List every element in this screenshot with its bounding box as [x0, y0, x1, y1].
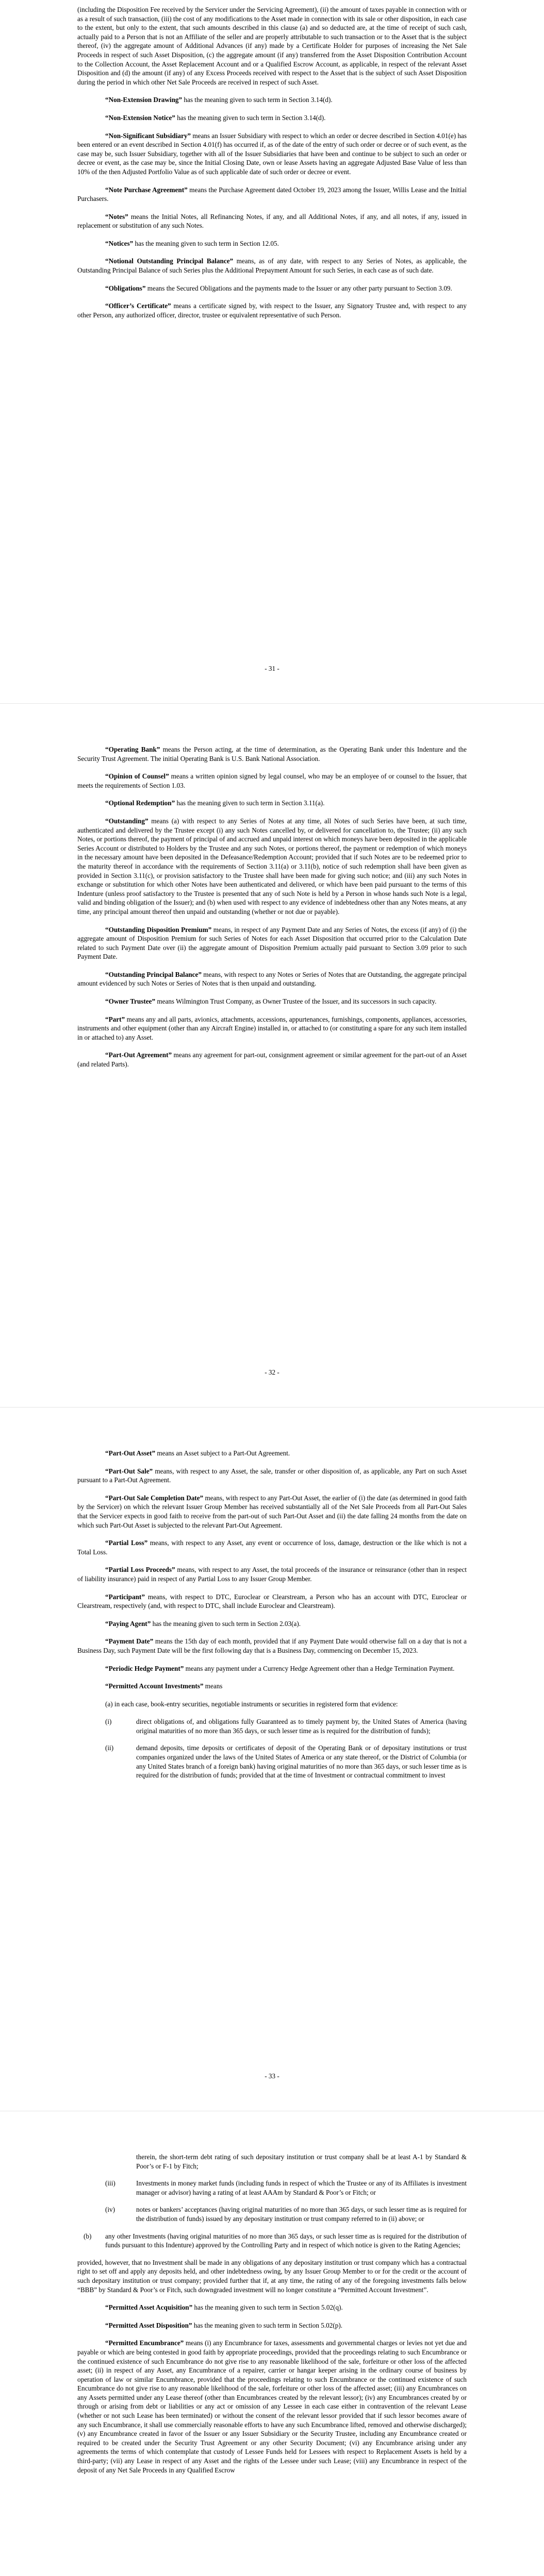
definition-part: “Part” means any and all parts, avionics, attachments, accessions, appurtenances, furnishings, components, appliances, accessories, instruments and other equipment (other than any Aircraft Engine) installed in, or attached to (or constituting a spare for any such item installed in or attached to) any Asset. — [77, 1015, 467, 1041]
definition-periodic-hedge-payment: “Periodic Hedge Payment” means any payment under a Currency Hedge Agreement other than a Hedge Termination Payment. — [105, 1664, 455, 1672]
sub-item-text: direct obligations of, and obligations fully Guaranteed as to timely payment by, the United States of America (having original maturities of no more than 365 days, or such lesser time as is required for the distribution of funds); — [136, 1718, 467, 1735]
definition-permitted-account-investments: “Permitted Account Investments” means — [105, 1682, 223, 1690]
page-number: - 33 - — [265, 2072, 279, 2080]
definition-part-out-sale-completion-date: “Part-Out Sale Completion Date” means, with respect to any Part-Out Asset, the earlier of (i) the date (as determined in good faith by the Servicer) on which the relevant Issuer Group Member has received substantially all of the Net Sale Proceeds from all Part-Out Sales that the Servicer expects in good faith to receive from the part-out of such Part-Out Asset and (ii) the date falling 24 months from the date on which such Part-Out Asset is subjected to the relevant Part-Out Agreement. — [77, 1494, 467, 1529]
sub-item-text: demand deposits, time deposits or certificates of deposit of the Operating Bank or of depositary institutions or trust companies organized under the laws of the United States of America or any state thereof, or the District of Columbia (or any United States branch of a foreign bank) having original maturities of no more than 365 days, or such lesser time as is required for the distribution of funds; provided that at the time of Investment or contractual commitment to invest — [136, 1744, 467, 1780]
sub-item — [105, 1717, 467, 1735]
sub-item — [105, 1743, 467, 1780]
definition-permitted-asset-acquisition: “Permitted Asset Acquisition” has the meaning given to such term in Section 5.02(q). — [105, 2303, 343, 2312]
sub-item-text: notes or bankers’ acceptances (having original maturities of no more than 365 days, or such lesser time as is required for the distribution of funds) issued by any depositary institution or trust company referred to in (ii) above; or — [136, 2206, 467, 2223]
definition-notices: “Notices” has the meaning given to such term in Section 12.05. — [105, 239, 279, 247]
definition-permitted-asset-disposition: “Permitted Asset Disposition” has the meaning given to such term in Section 5.02(p). — [105, 2321, 343, 2329]
definition-owner-trustee: “Owner Trustee” means Wilmington Trust Company, as Owner Trustee of the Issuer, and its successors in such capacity. — [105, 997, 437, 1006]
page-number: - 32 - — [265, 1368, 279, 1376]
page-34 — [0, 2111, 544, 2576]
sub-item-label: (iv) — [105, 2206, 116, 2214]
definition-outstanding-principal-balance: “Outstanding Principal Balance” means, with respect to any Notes or Series of Notes that are Outstanding, the aggregate principal amount evidenced by such Notes or Series of Notes that is then unpaid and outstanding. — [77, 970, 467, 988]
definition-paragraph: (including the Disposition Fee received by the Servicer under the Servicing Agreement), (ii) the amount of taxes payable in connection with or as a result of such transaction, (iii) the cost of any modifications to the Asset made in connection with its sale or other disposition, in each case to the extent, but only to the extent, that such amounts described in this clause (a) and so deducted are, at the time of receipt of such cash, actually paid to a Person that is not an Affiliate of the seller and are properly attributable to such transaction or to the Asset that is the subject thereof, (iv) the aggregate amount of Additional Advances (if any) made by a Certificate Holder for purposes of increasing the Net Sale Proceeds in respect of such Asset Disposition, (c) the aggregate amount (if any) transferred from the Asset Disposition Contribution Account to the Collection Account, the Asset Replacement Account and or a Qualified Escrow Account, as applicable, in respect of the relevant Asset Disposition and (d) the amount (if any) of any Excess Proceeds received with respect to the Asset that is the subject of such Asset Disposition during the period in which other Net Sale Proceeds are received in respect of such Asset. — [77, 6, 467, 86]
page-32 — [0, 704, 544, 1407]
page-34-body — [77, 2153, 467, 2483]
definition-partial-loss-proceeds: “Partial Loss Proceeds” means, with respect to any Asset, the total proceeds of the insurance or reinsurance (other than in respect of liability insurance) paid in respect of any Partial Loss to any Issuer Group Member. — [77, 1566, 467, 1583]
sub-item-label: (iii) — [105, 2179, 116, 2188]
page-33-body — [77, 1449, 467, 1788]
definition-operating-bank: “Operating Bank” means the Person acting, at the time of determination, as the Operating Bank under this Indenture and the Security Trust Agreement. The initial Operating Bank is U.S. Bank National Association. — [77, 745, 467, 762]
definition-notional-outstanding-principal-balance: “Notional Outstanding Principal Balance” means, as of any date, with respect to any Series of Notes, as applicable, the Outstanding Principal Balance of such Series plus the Additional Prepayment Amount for such Series, in each case as of such date. — [77, 257, 467, 275]
sub-item-label: (i) — [105, 1718, 112, 1726]
definition-notes: “Notes” means the Initial Notes, all Refinancing Notes, if any, and all Additional Notes, if any, and all notes, if any, issued in replacement or substitution of any such Notes. — [77, 212, 467, 230]
clause-b — [77, 2232, 467, 2250]
definition-part-out-sale: “Part-Out Sale” means, with respect to any Asset, the sale, transfer or other disposition of, as applicable, any Part on such Asset pursuant to a Part-Out Agreement. — [77, 1467, 467, 1484]
clause-b-text: any other Investments (having original maturities of no more than 365 days, or such lesser time as is required for the distribution of funds pursuant to this Indenture) approved by the Controlling Party and in respect of which notice is given to the Rating Agencies; — [105, 2232, 467, 2249]
definition-paying-agent: “Paying Agent” has the meaning given to such term in Section 2.03(a). — [105, 1619, 301, 1628]
definition-non-extension-notice: “Non-Extension Notice” has the meaning given to such term in Section 3.14(d). — [105, 113, 326, 122]
page-31 — [0, 0, 544, 703]
clause-a: (a) in each case, book-entry securities, negotiable instruments or securities in registered form that evidence: — [105, 1700, 398, 1708]
definition-outstanding-disposition-premium: “Outstanding Disposition Premium” means, in respect of any Payment Date and any Series of Notes, the excess (if any) of (i) the aggregate amount of Disposition Premium for such Series of Notes for each Asset Disposition that occurred prior to the Calculation Date related to such Payment Date over (ii) the aggregate amount of Disposition Premium actually paid pursuant to Section 3.09 prior to such Payment Date. — [77, 925, 467, 961]
definition-part-out-asset: “Part-Out Asset” means an Asset subject to a Part-Out Agreement. — [105, 1449, 290, 1457]
sub-item-label: (ii) — [105, 1744, 114, 1752]
page-33 — [0, 1408, 544, 2111]
definition-opinion-of-counsel: “Opinion of Counsel” means a written opinion signed by legal counsel, who may be an employee of or counsel to the Issuer, that meets the requirements of Section 1.03. — [77, 772, 467, 789]
page-number: - 31 - — [265, 665, 279, 672]
definition-non-significant-subsidiary: “Non-Significant Subsidiary” means an Issuer Subsidiary with respect to which an order or decree described in Section 4.01(e) has been entered or an event described in Section 4.01(f) has occurred if, as of the date of the entry of such order or decree or of such event, as the case may be, such Issuer Subsidiary, together with all of the Issuer Subsidiaries that have been and continue to be subject to such an order or decree or event, as the case may be, since the Initial Closing Date, own or lease Assets having an aggregate Adjusted Base Value of less than 10% of the then Adjusted Portfolio Value as of such applicable date of such order or decree or event. — [77, 131, 467, 176]
clause-b-label: (b) — [84, 2232, 92, 2240]
sub-item — [105, 2205, 467, 2223]
definition-payment-date: “Payment Date” means the 15th day of each month, provided that if any Payment Date would otherwise fall on a day that is not a Business Day, such Payment Date will be the first following day that is a Business Day, commencing on December 15, 2023. — [77, 1637, 467, 1654]
page-31-body — [77, 5, 467, 328]
definition-outstanding: “Outstanding” means (a) with respect to any Series of Notes at any time, all Notes of such Series have been, at such time, authenticated and delivered by the Trustee except (i) any such Notes cancelled by, or delivered for cancellation to, the Trustee; (ii) any such Notes, or portions thereof, the payment of principal of and accrued and unpaid interest on which moneys have been deposited in the applicable Series Account or distributed to Holders by the Trustee and any such Notes, or portions thereof, the payment or redemption of which moneys in the necessary amount have been deposited in the Defeasance/Redemption Account; provided that if such Notes are to be redeemed prior to the maturity thereof in accordance with the requirements of Section 3.11(a) or 3.11(b), notice of such redemption shall have been given as provided in Section 3.11(c), or provision satisfactory to the Trustee shall have been made for giving such notice; and (iii) any such Notes in exchange or substitution for which other Notes have been authenticated and delivered, or which have been paid pursuant to the terms of this Indenture (unless proof satisfactory to the Trustee is presented that any of such Note is held by a Person in whose hands such Note is a legal, valid and binding obligation of the Issuer); and (b) when used with respect to any evidence of indebtedness other than any Notes means, at any time, any principal amount thereof then unpaid and outstanding (whether or not due or payable). — [77, 817, 467, 916]
definition-note-purchase-agreement: “Note Purchase Agreement” means the Purchase Agreement dated October 19, 2023 among the Issuer, Willis Lease and the Initial Purchasers. — [77, 185, 467, 203]
definition-non-extension-drawing: “Non-Extension Drawing” has the meaning given to such term in Section 3.14(d). — [105, 96, 333, 104]
definition-part-out-agreement: “Part-Out Agreement” means any agreement for part-out, consignment agreement or similar agreement for the part-out of an Asset (and related Parts). — [77, 1051, 467, 1069]
definition-permitted-encumbrance: “Permitted Encumbrance” means (i) any Encumbrance for taxes, assessments and governmental charges or levies not yet due and payable or which are being contested in good faith by appropriate proceedings, provided that the proceedings relating to such Encumbrance or the continued existence of such Encumbrance do not give rise to any reasonable likelihood of the sale, forfeiture or other loss of the affected asset; (ii) in respect of any Asset, any Encumbrance of a repairer, carrier or hangar keeper arising in the ordinary course of business by operation of law or similar Encumbrance, provided that the proceedings relating to such Encumbrance or the continued existence of such Encumbrance do not give rise to any reasonable likelihood of the sale, forfeiture or other loss of the affected asset; (iii) any Encumbrances on any Assets permitted under any Lease thereof (other than Encumbrances created by the relevant lessor); (iv) any Encumbrances created by or through or arising from debt or liabilities or any act or omission of any Lessee in each case either in contravention of the relevant Lease (whether or not such Lease has been terminated) or without the consent of the relevant lessor provided that if such lessor becomes aware of any such Encumbrance, it shall use commercially reasonable efforts to have any such Encumbrance lifted, removed and otherwise discharged); (v) any Encumbrance created in favor of the Issuer or any Issuer Subsidiary or the Security Trustee, including any Encumbrance created or required to be created under the Security Trust Agreement or any other Security Document; (vi) any Encumbrance arising under any agreements the terms of which contemplate that custody of Lessee Funds held for Lessees with respect to Replacement Assets is held by a third-party; (vii) any Lease in respect of any Asset and the rights of the Lessee under such Lease; (viii) any Encumbrance in respect of the deposit of any Net Sale Proceeds in any Qualified Escrow — [77, 2339, 467, 2474]
page-32-body — [77, 745, 467, 1078]
sub-item-text: Investments in money market funds (including funds in respect of which the Trustee or any of its Affiliates is investment manager or advisor) having a rating of at least AAAm by Standard & Poor’s or Fitch; or — [136, 2179, 467, 2196]
definition-optional-redemption: “Optional Redemption” has the meaning given to such term in Section 3.11(a). — [105, 799, 325, 807]
definition-partial-loss: “Partial Loss” means, with respect to any Asset, any event or occurrence of loss, damage, destruction or the like which is not a Total Loss. — [77, 1539, 467, 1556]
sub-item-continuation: therein, the short-term debt rating of such depositary institution or trust company shall be at least A-1 by Standard & Poor’s or F-1 by Fitch; — [136, 2153, 467, 2170]
definition-participant: “Participant” means, with respect to DTC, Euroclear or Clearstream, a Person who has an account with DTC, Euroclear or Clearstream, respectively (and, with respect to DTC, shall include Euroclear and Clearstream). — [77, 1592, 467, 1610]
definition-officers-certificate: “Officer’s Certificate” means a certificate signed by, with respect to the Issuer, any Signatory Trustee and, with respect to any other Person, any authorized officer, director, trustee or equivalent representative of such Person. — [77, 302, 467, 319]
sub-item — [105, 2179, 467, 2197]
definition-obligations: “Obligations” means the Secured Obligations and the payments made to the Issuer or any other party pursuant to Section 3.09. — [105, 284, 452, 292]
proviso-paragraph: provided, however, that no Investment shall be made in any obligations of any depositary institution or trust company which has a contractual right to set off and apply any deposits held, and other indebtedness owing, by any Issuer Group Member to or for the credit or the account of such depositary institution or trust company; provided further that if, at any time, the rating of any of the foregoing investments falls below “BBB” by Standard & Poor’s or Fitch, such downgraded investment will no longer constitute a “Permitted Account Investment”. — [77, 2258, 467, 2294]
